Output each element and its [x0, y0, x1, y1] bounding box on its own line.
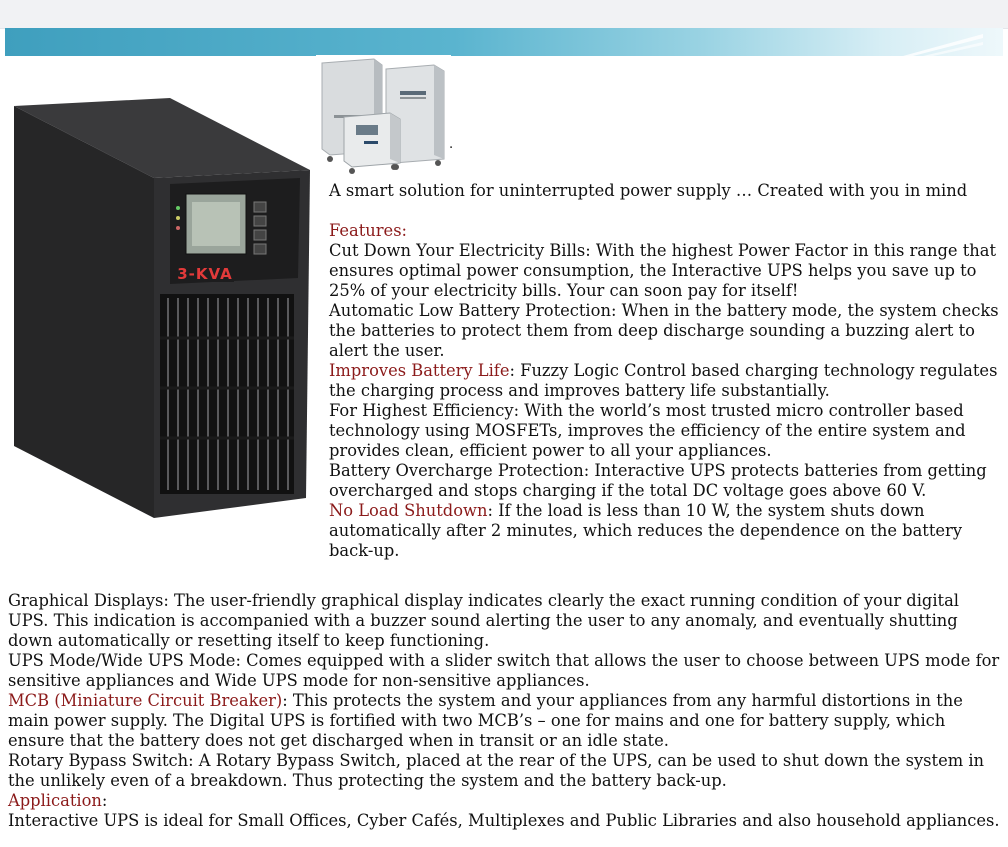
feature-item — [329, 361, 1001, 401]
detail-label: MCB (Miniature Circuit Breaker) — [8, 691, 283, 710]
detail-text: : Comes equipped with a slider switch that allows the user to choose between UPS mode for sensitive appliances and Wide UPS mode for non-sensitive appliances. — [8, 651, 1000, 690]
feature-label: Battery Overcharge Protection — [329, 461, 584, 480]
detail-label: UPS Mode/Wide UPS Mode — [8, 651, 236, 670]
detail-label: Rotary Bypass Switch — [8, 751, 189, 770]
detail-text: : A Rotary Bypass Switch, placed at the rear of the UPS, can be used to shut down the system in the unlikely even of a breakdown. Thus protecting the system and the battery back-up. — [8, 751, 985, 790]
detail-item — [8, 591, 1003, 651]
feature-label: Improves Battery Life — [329, 361, 510, 380]
application-heading — [8, 791, 1003, 811]
feature-text: : If the load is less than 10 W, the system shuts down automatically after 2 minutes, which reduces the dependence on the battery back-up. — [329, 501, 963, 560]
detail-label: Graphical Displays — [8, 591, 164, 610]
ups-units-photo — [316, 55, 454, 175]
detail-item — [8, 651, 1003, 691]
feature-label: Cut Down Your Electricity Bills — [329, 241, 586, 260]
header-banner — [5, 28, 1003, 56]
banner-swoosh-icon — [903, 28, 983, 56]
product-details — [8, 591, 1003, 831]
feature-label: Automatic Low Battery Protection — [329, 301, 611, 320]
product-description — [329, 181, 1001, 561]
application-label: Application — [8, 791, 102, 810]
detail-item — [8, 751, 1003, 791]
detail-text: : This protects the system and your appliances from any harmful distortions in the main power supply. The Digital UPS is fortified with two MCB’s – one for mains and one for battery supply, which ensure that the battery does not get discharged when in transit or an idle state. — [8, 691, 963, 750]
feature-item — [329, 461, 1001, 501]
feature-text: : With the highest Power Factor in this range that ensures optimal power consumption, the Interactive UPS helps you save up to 25% of your electricity bills. Your can soon pay for itself! — [329, 241, 997, 300]
application-text: Interactive UPS is ideal for Small Offices, Cyber Cafés, Multiplexes and Public Libraries and also household appliances. — [8, 811, 1000, 830]
feature-item — [329, 241, 1001, 301]
ups-tower-photo — [10, 98, 310, 518]
detail-text: : The user-friendly graphical display indicates clearly the exact running condition of your digital UPS. This indication is accompanied with a buzzer sound alerting the user to any anomaly, and eventually shutting down automatically or resetting itself to keep functioning. — [8, 591, 960, 650]
tagline: A smart solution for uninterrupted power supply … Created with you in mind — [329, 181, 968, 200]
feature-item — [329, 501, 1001, 561]
features-heading: Features: — [329, 221, 408, 240]
application-colon: : — [101, 791, 108, 810]
feature-label: No Load Shutdown — [329, 501, 488, 520]
feature-text: : Fuzzy Logic Control based charging technology regulates the charging process and improves battery life substantially. — [329, 361, 998, 400]
feature-text: : When in the battery mode, the system checks the batteries to protect them from deep discharge sounding a buzzing alert to alert the user. — [329, 301, 999, 360]
feature-text: : Interactive UPS protects batteries from getting overcharged and stops charging if the total DC voltage goes above 60 V. — [329, 461, 987, 500]
feature-label: For Highest Efficiency — [329, 401, 514, 420]
feature-text: : With the world’s most trusted micro controller based technology using MOSFETs, improves the efficiency of the entire system and provides clean, efficient power to all your appliances. — [329, 401, 966, 460]
feature-item — [329, 401, 1001, 461]
feature-item — [329, 301, 1001, 361]
kva-badge: 3-KVA — [177, 265, 233, 283]
browser-top-strip — [0, 0, 1008, 29]
detail-item — [8, 691, 1003, 751]
stray-dot: . — [449, 137, 454, 152]
